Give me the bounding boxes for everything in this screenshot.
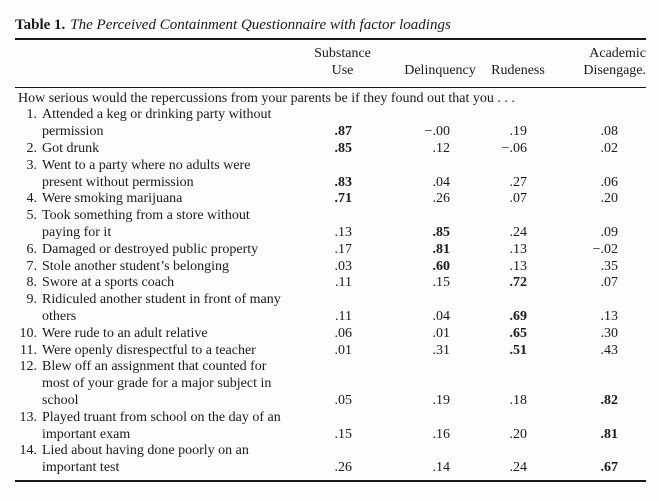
table-title: The Perceived Containment Questionnaire with factor loadings xyxy=(70,17,451,33)
item-number: 7. xyxy=(26,258,37,274)
item-row-4 xyxy=(15,191,646,208)
item-line: Ridiculed another student in front of many xyxy=(42,292,281,308)
loading-value: .15 xyxy=(432,275,450,291)
item-row-7 xyxy=(15,259,646,276)
item-entry xyxy=(15,292,295,326)
item-entry xyxy=(15,443,295,477)
table-header xyxy=(15,40,646,87)
loading-value: .15 xyxy=(334,426,352,442)
item-line: important test xyxy=(42,460,120,476)
loading-value: .19 xyxy=(509,124,527,140)
column-header-label: Academic Disengage. xyxy=(583,46,646,78)
loading-value: .11 xyxy=(335,275,352,291)
item-row-5 xyxy=(15,208,646,242)
loading-value: .05 xyxy=(334,392,352,408)
item-lines xyxy=(37,343,256,360)
loading-value: .13 xyxy=(509,241,527,257)
loading-value: .31 xyxy=(432,342,450,358)
loading-value: .72 xyxy=(509,275,527,291)
item-lines xyxy=(37,410,281,444)
item-row-11 xyxy=(15,343,646,360)
item-column-header-empty xyxy=(15,40,295,87)
loading-value: .81 xyxy=(600,426,618,442)
loading-value: .16 xyxy=(432,426,450,442)
item-lines xyxy=(37,275,174,292)
loading-value: .04 xyxy=(432,174,450,190)
item-lines xyxy=(37,107,271,141)
item-line: Damaged or destroyed public property xyxy=(42,241,259,257)
item-number: 8. xyxy=(26,275,37,291)
header-row xyxy=(15,40,646,87)
loading-value: .19 xyxy=(432,392,450,408)
loading-value: .04 xyxy=(432,308,450,324)
loading-value: −.02 xyxy=(592,241,618,257)
intro-text: How serious would the repercussions from your parents be if they found out that you . . . xyxy=(18,90,515,106)
item-line: important exam xyxy=(42,426,131,442)
loading-value: .85 xyxy=(334,140,352,156)
item-line: paying for it xyxy=(42,224,112,240)
loading-value: .71 xyxy=(334,191,352,207)
item-entry xyxy=(15,158,295,192)
item-entry xyxy=(15,141,295,158)
column-header-label: Rudeness xyxy=(491,62,545,78)
loading-value: .51 xyxy=(509,342,527,358)
column-header-delinquency xyxy=(390,40,490,87)
item-row-10 xyxy=(15,326,646,343)
item-line: Were smoking marijuana xyxy=(42,191,183,207)
item-number: 12. xyxy=(19,359,37,375)
loading-value: .18 xyxy=(509,392,527,408)
item-line: Attended a keg or drinking party without xyxy=(42,107,272,123)
item-number: 9. xyxy=(26,292,37,308)
loading-value: .20 xyxy=(600,191,618,207)
item-entry xyxy=(15,242,295,259)
loading-value: .35 xyxy=(600,258,618,274)
loading-value: .27 xyxy=(509,174,527,190)
item-entry xyxy=(15,359,295,409)
item-text-cell xyxy=(15,191,295,208)
loading-value: .30 xyxy=(600,325,618,341)
loading-value: .82 xyxy=(600,392,618,408)
item-lines xyxy=(37,359,271,409)
loading-value: .85 xyxy=(432,224,450,240)
loading-value: .26 xyxy=(432,191,450,207)
item-entry xyxy=(15,410,295,444)
item-row-14 xyxy=(15,443,646,477)
item-row-1 xyxy=(15,107,646,141)
table-body xyxy=(15,87,646,477)
loading-value: .06 xyxy=(334,325,352,341)
loading-value: .07 xyxy=(509,191,527,207)
loading-value: .14 xyxy=(432,460,450,476)
loading-value: .13 xyxy=(600,308,618,324)
loading-value: .12 xyxy=(432,140,450,156)
item-lines xyxy=(37,326,208,343)
item-line: Stole another student’s belonging xyxy=(42,258,230,274)
item-entry xyxy=(15,343,295,360)
item-text-cell xyxy=(15,410,295,444)
item-line: Blew off an assignment that counted for xyxy=(42,359,267,375)
loading-value: .01 xyxy=(334,342,352,358)
loading-value: .13 xyxy=(509,258,527,274)
item-row-12 xyxy=(15,359,646,409)
loading-value: .13 xyxy=(334,224,352,240)
item-text-cell xyxy=(15,158,295,192)
item-entry xyxy=(15,326,295,343)
item-line: Went to a party where no adults were xyxy=(42,157,251,173)
item-number: 10. xyxy=(19,325,37,341)
item-entry xyxy=(15,275,295,292)
bottom-rule xyxy=(15,480,646,482)
intro-row xyxy=(15,87,646,107)
item-line: others xyxy=(42,308,77,324)
column-header-substance-use xyxy=(295,40,390,87)
item-lines xyxy=(37,443,249,477)
item-row-8 xyxy=(15,275,646,292)
item-number: 5. xyxy=(26,208,37,224)
loading-value: .81 xyxy=(432,241,450,257)
loading-value: .20 xyxy=(509,426,527,442)
table-caption xyxy=(15,16,646,34)
loading-value: −.06 xyxy=(501,140,527,156)
item-lines xyxy=(37,208,250,242)
loading-value: .09 xyxy=(600,224,618,240)
item-number: 14. xyxy=(19,443,37,459)
item-text-cell xyxy=(15,242,295,259)
item-row-9 xyxy=(15,292,646,326)
loading-value: .03 xyxy=(334,258,352,274)
item-text-cell xyxy=(15,141,295,158)
item-line: Got drunk xyxy=(42,140,100,156)
column-header-label: Substance Use xyxy=(314,46,371,78)
column-header-academic-disengage xyxy=(546,40,646,87)
loading-value: .07 xyxy=(600,275,618,291)
loading-value: .67 xyxy=(600,460,618,476)
item-number: 3. xyxy=(26,157,37,173)
loading-value: .08 xyxy=(600,124,618,140)
item-line: Took something from a store without xyxy=(42,208,250,224)
item-text-cell xyxy=(15,107,295,141)
item-entry xyxy=(15,208,295,242)
item-number: 6. xyxy=(26,241,37,257)
item-lines xyxy=(37,292,281,326)
item-row-6 xyxy=(15,242,646,259)
item-text-cell xyxy=(15,259,295,276)
item-row-3 xyxy=(15,158,646,192)
loading-value: .17 xyxy=(334,241,352,257)
loading-value: .24 xyxy=(509,224,527,240)
item-lines xyxy=(37,191,182,208)
item-entry xyxy=(15,107,295,141)
item-entry xyxy=(15,259,295,276)
item-line: present without permission xyxy=(42,174,194,190)
item-text-cell xyxy=(15,326,295,343)
item-number: 1. xyxy=(26,107,37,123)
loading-value: .06 xyxy=(600,174,618,190)
factor-loadings-table xyxy=(15,40,646,477)
item-number: 11. xyxy=(20,342,37,358)
item-lines xyxy=(37,242,258,259)
item-line: most of your grade for a major subject in xyxy=(42,376,272,392)
item-line: Were rude to an adult relative xyxy=(42,325,208,341)
item-number: 4. xyxy=(26,191,37,207)
loading-value: .01 xyxy=(432,325,450,341)
column-header-rudeness xyxy=(490,40,546,87)
loading-value: .87 xyxy=(334,124,352,140)
item-lines xyxy=(37,158,250,192)
item-text-cell xyxy=(15,359,295,409)
loading-value: .69 xyxy=(509,308,527,324)
item-lines xyxy=(37,141,99,158)
item-row-13 xyxy=(15,410,646,444)
loading-value: .02 xyxy=(600,140,618,156)
table-number-label: Table 1. xyxy=(15,17,66,33)
loading-value: .60 xyxy=(432,258,450,274)
item-line: Played truant from school on the day of an xyxy=(42,409,281,425)
item-lines xyxy=(37,259,229,276)
loading-value: .24 xyxy=(509,460,527,476)
item-line: Were openly disrespectful to a teacher xyxy=(42,342,256,358)
item-entry xyxy=(15,191,295,208)
column-header-label: Delinquency xyxy=(404,62,476,78)
loading-value: .11 xyxy=(335,308,352,324)
loading-value: .26 xyxy=(334,460,352,476)
item-text-cell xyxy=(15,292,295,326)
item-text-cell xyxy=(15,443,295,477)
item-text-cell xyxy=(15,275,295,292)
loading-value: .83 xyxy=(334,174,352,190)
loading-value: .65 xyxy=(509,325,527,341)
item-line: permission xyxy=(42,124,104,140)
item-row-2 xyxy=(15,141,646,158)
item-line: Lied about having done poorly on an xyxy=(42,443,249,459)
item-text-cell xyxy=(15,343,295,360)
item-text-cell xyxy=(15,208,295,242)
item-number: 2. xyxy=(26,140,37,156)
item-line: school xyxy=(42,392,79,408)
item-number: 13. xyxy=(19,409,37,425)
loading-value: .43 xyxy=(600,342,618,358)
item-line: Swore at a sports coach xyxy=(42,275,175,291)
loading-value: −.00 xyxy=(424,124,450,140)
